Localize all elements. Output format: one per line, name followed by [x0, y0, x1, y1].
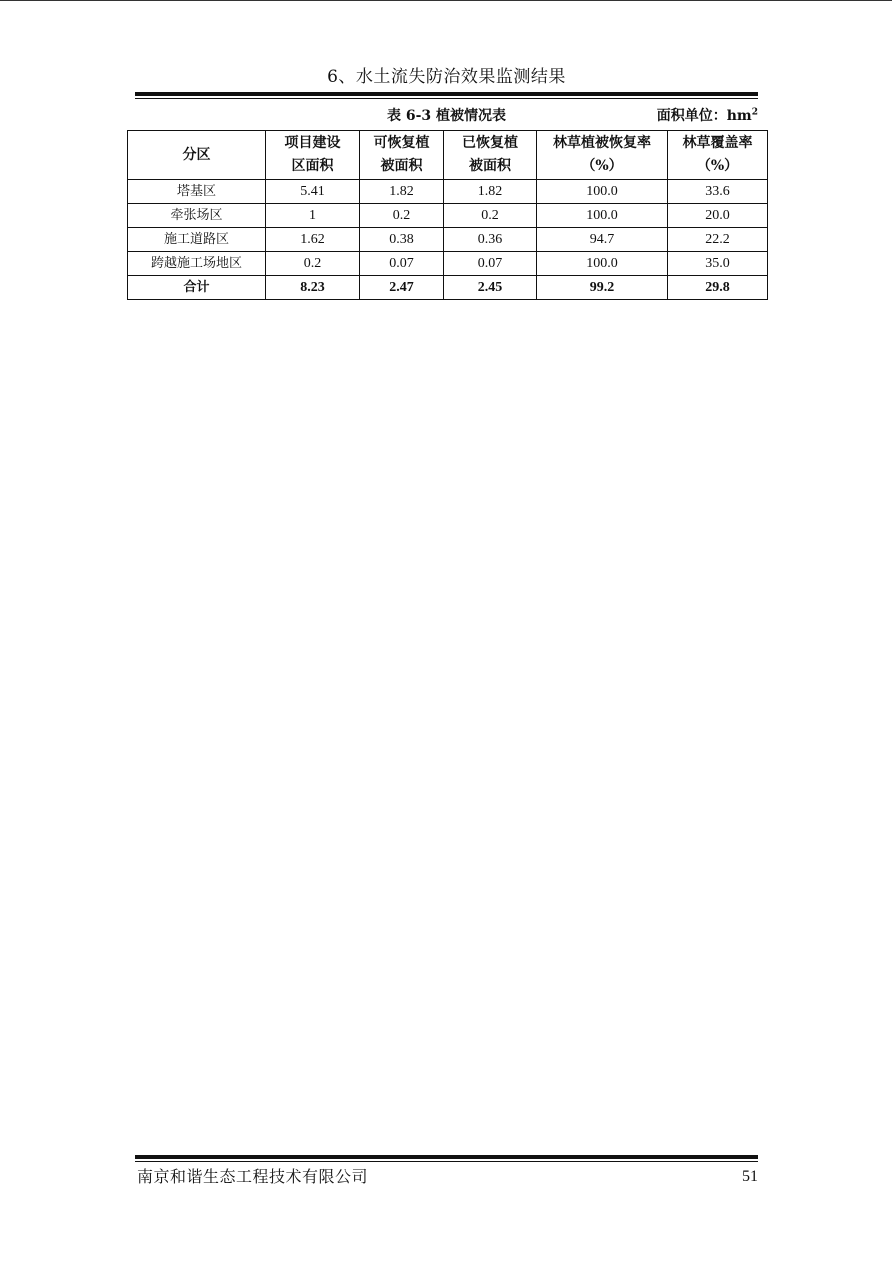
header-restoration-rate-line1: 林草植被恢复率: [553, 135, 651, 151]
table-row: [128, 228, 768, 252]
footer-rule-thin: [135, 1161, 758, 1162]
total-restorable-area: 2.47: [360, 276, 444, 300]
page-top-edge: [0, 0, 892, 1]
footer-page-number: 51: [742, 1168, 758, 1185]
cell-restored-area: 0.36: [444, 228, 537, 252]
table-total-row: [128, 276, 768, 300]
cell-restorable-area: 0.2: [360, 204, 444, 228]
table-caption-row: [135, 106, 758, 126]
header-project-area-line1: 项目建设: [284, 135, 341, 151]
header-rule-thin: [135, 98, 758, 99]
cell-zone: 牵张场区: [128, 204, 266, 228]
total-project-area: 8.23: [266, 276, 360, 300]
cell-restoration-rate: 94.7: [537, 228, 668, 252]
cell-project-area: 5.41: [266, 180, 360, 204]
header-restoration-rate: [537, 131, 668, 180]
cell-restoration-rate: 100.0: [537, 180, 668, 204]
cell-project-area: 1: [266, 204, 360, 228]
cell-restorable-area: 0.07: [360, 252, 444, 276]
table-row: [128, 252, 768, 276]
header-coverage-rate-line2: （%）: [696, 158, 739, 174]
total-restored-area: 2.45: [444, 276, 537, 300]
cell-coverage-rate: 20.0: [668, 204, 768, 228]
vegetation-table: [127, 130, 768, 300]
table-row: [128, 204, 768, 228]
table-caption: 表 6-3 植被情况表: [386, 108, 507, 124]
header-coverage-rate-line1: 林草覆盖率: [682, 135, 753, 151]
page-header-title: 6、水土流失防治效果监测结果: [327, 67, 566, 87]
header-restored-area-line1: 已恢复植: [462, 135, 518, 151]
cell-restorable-area: 0.38: [360, 228, 444, 252]
unit-text: 面积单位：hm: [656, 108, 752, 124]
header-restorable-area-line2: 被面积: [380, 158, 423, 174]
total-coverage-rate: 29.8: [668, 276, 768, 300]
cell-zone: 跨越施工场地区: [128, 252, 266, 276]
cell-restored-area: 1.82: [444, 180, 537, 204]
cell-restoration-rate: 100.0: [537, 204, 668, 228]
footer-company-name: 南京和谐生态工程技术有限公司: [137, 1167, 369, 1186]
cell-project-area: 0.2: [266, 252, 360, 276]
unit-superscript: 2: [751, 107, 758, 118]
header-restored-area: [444, 131, 537, 180]
cell-restorable-area: 1.82: [360, 180, 444, 204]
cell-coverage-rate: 33.6: [668, 180, 768, 204]
table-row: [128, 180, 768, 204]
cell-restored-area: 0.07: [444, 252, 537, 276]
header-coverage-rate: [668, 131, 768, 180]
cell-project-area: 1.62: [266, 228, 360, 252]
cell-zone: 塔基区: [128, 180, 266, 204]
header-project-area: [266, 131, 360, 180]
total-label: 合计: [128, 276, 266, 300]
header-project-area-line2: 区面积: [291, 158, 334, 174]
cell-restored-area: 0.2: [444, 204, 537, 228]
header-restorable-area-line1: 可恢复植: [373, 135, 430, 151]
total-restoration-rate: 99.2: [537, 276, 668, 300]
header-zone: 分区: [128, 131, 266, 180]
table-header-row: [128, 131, 768, 180]
cell-zone: 施工道路区: [128, 228, 266, 252]
header-restorable-area: [360, 131, 444, 180]
header-restoration-rate-line2: （%）: [581, 158, 623, 174]
header-restored-area-line2: 被面积: [469, 158, 511, 174]
cell-restoration-rate: 100.0: [537, 252, 668, 276]
footer-rule-thick: [135, 1155, 758, 1159]
header-rule-thick: [135, 92, 758, 96]
cell-coverage-rate: 35.0: [668, 252, 768, 276]
cell-coverage-rate: 22.2: [668, 228, 768, 252]
table-unit-label: [657, 106, 758, 126]
